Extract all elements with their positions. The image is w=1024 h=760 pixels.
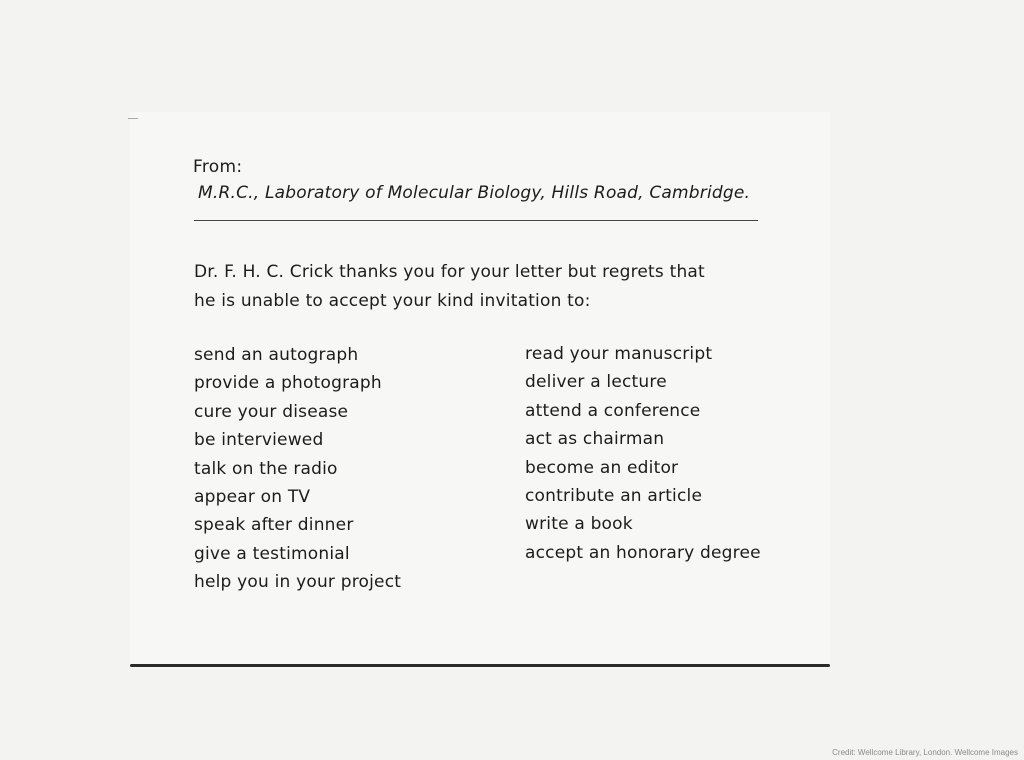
invitation-item: read your manuscript bbox=[525, 344, 713, 364]
divider-rule bbox=[194, 220, 758, 221]
invitation-item: write a book bbox=[525, 514, 633, 535]
invitation-item: send an autograph bbox=[194, 345, 359, 365]
invitation-item: attend a conference bbox=[525, 400, 701, 421]
invitation-item: contribute an article bbox=[525, 486, 703, 507]
invitation-item: act as chairman bbox=[525, 429, 665, 450]
invitation-item: appear on TV bbox=[194, 487, 311, 508]
invitation-item: give a testimonial bbox=[194, 543, 350, 564]
invitation-item: deliver a lecture bbox=[525, 372, 667, 393]
message-line: he is unable to accept your kind invitation to: bbox=[194, 291, 591, 311]
image-credit: Credit: Wellcome Library, London. Wellcome Images bbox=[832, 748, 1018, 757]
invitation-item: speak after dinner bbox=[194, 515, 354, 536]
invitation-item: become an editor bbox=[525, 457, 679, 478]
card-corner-mark bbox=[128, 118, 138, 129]
invitation-list-left bbox=[194, 341, 401, 597]
invitation-item: help you in your project bbox=[194, 572, 402, 593]
from-label: From: bbox=[193, 157, 243, 177]
message-line: Dr. F. H. C. Crick thanks you for your letter but regrets that bbox=[194, 262, 705, 282]
card-bottom-edge bbox=[130, 664, 830, 667]
message-body bbox=[194, 258, 705, 316]
from-address: M.R.C., Laboratory of Molecular Biology, Hills Road, Cambridge. bbox=[198, 183, 751, 203]
invitation-item: provide a photograph bbox=[194, 373, 382, 394]
invitation-item: accept an honorary degree bbox=[525, 542, 761, 563]
invitation-item: cure your disease bbox=[194, 401, 349, 422]
invitation-item: talk on the radio bbox=[194, 458, 338, 479]
invitation-item: be interviewed bbox=[194, 430, 324, 451]
invitation-list-right bbox=[525, 340, 761, 567]
